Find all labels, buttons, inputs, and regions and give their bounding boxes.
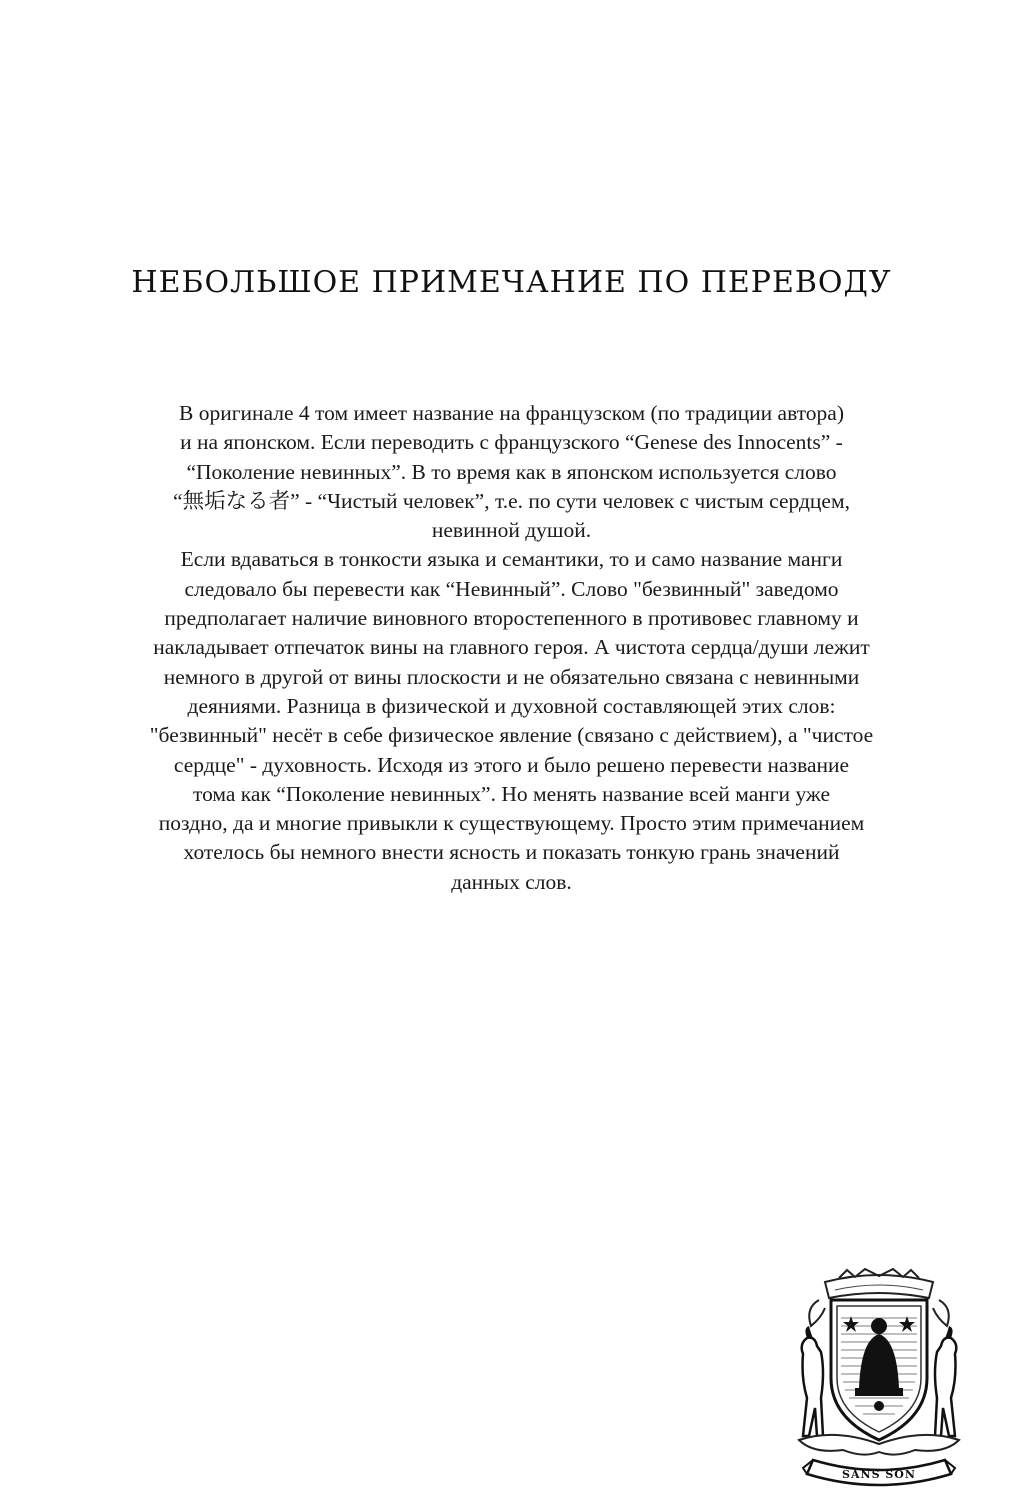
coat-of-arms-logo: [795, 1268, 963, 1500]
text-line: данных слов.: [451, 869, 572, 894]
text-line: “Поколение невинных”. В то время как в японском используется слово: [186, 459, 837, 484]
text-line: тома как “Поколение невинных”. Но менять название всей манги уже: [192, 781, 831, 806]
text-line: "безвинный" несёт в себе физическое явление (связано с действием), а "чистое: [149, 723, 874, 748]
text-line: накладывает отпечаток вины на главного героя. А чистота сердца/души лежит: [153, 635, 870, 660]
translation-note-text: [40, 399, 983, 897]
text-line: поздно, да и многие привыкли к существующему. Просто этим примечанием: [158, 811, 865, 836]
svg-text:SANS SON: SANS SON: [842, 1468, 916, 1481]
text-line: предполагает наличие виновного второстепенного в противовес главному и: [164, 606, 859, 631]
text-line: хотелось бы немного внести ясность и показать тонкую грань значений: [183, 840, 840, 865]
text-line: Если вдаваться в тонкости языка и семантики, то и само название манги: [180, 547, 843, 572]
text-line: “無垢なる者” - “Чистый человек”, т.е. по сути человек с чистым сердцем,: [173, 488, 850, 513]
text-line: В оригинале 4 том имеет название на французском (по традиции автора): [178, 401, 844, 425]
text-line: немного в другой от вины плоскости и не обязательно связана с невинными: [163, 664, 860, 689]
text-line: деяниями. Разница в физической и духовной составляющей этих слов:: [187, 693, 836, 718]
text-line: и на японском. Если переводить с французского “Genese des Innocents” -: [180, 430, 843, 455]
page-title: НЕБОЛЬШОЕ ПРИМЕЧАНИЕ ПО ПЕРЕВОДУ: [131, 265, 892, 300]
text-line: сердце" - духовность. Исходя из этого и было решено перевести название: [173, 752, 850, 777]
text-line: следовало бы перевести как “Невинный”. Слово "безвинный" заведомо: [184, 576, 839, 601]
text-line: невинной душой.: [431, 518, 592, 543]
